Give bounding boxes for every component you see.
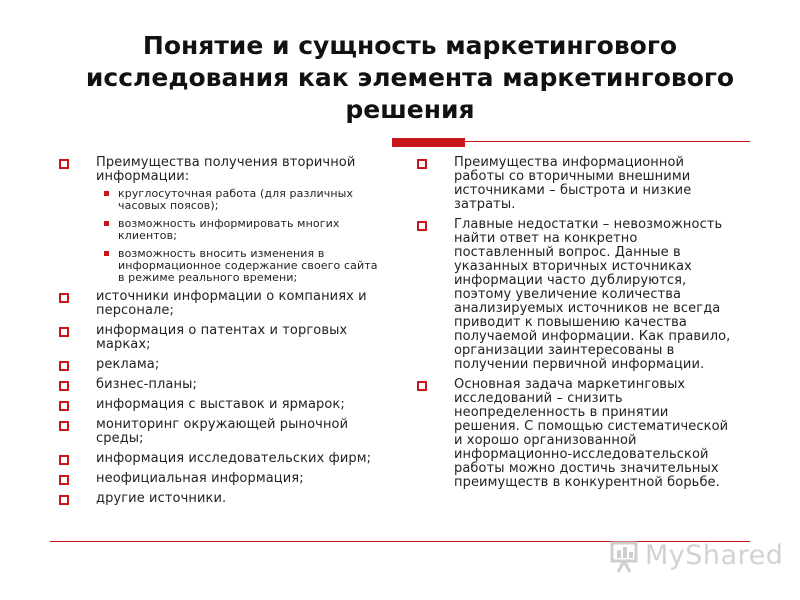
list-item: [56, 452, 386, 466]
list-item-text: источники информации о компаниях и персонале;: [96, 289, 367, 318]
list-item: [414, 218, 736, 372]
square-filled-bullet-icon: [104, 251, 109, 256]
list-item: [56, 156, 386, 284]
list-item: [56, 358, 386, 372]
sublist: [96, 188, 386, 284]
list-item-text: информация с выставок и ярмарок;: [96, 397, 345, 412]
watermark-text: MyShared: [645, 540, 784, 571]
square-outline-bullet-icon: [417, 221, 427, 231]
square-outline-bullet-icon: [59, 401, 69, 411]
list-item-text: реклама;: [96, 357, 160, 372]
square-outline-bullet-icon: [417, 381, 427, 391]
right-column: [414, 156, 736, 496]
sublist-item: [56, 218, 386, 242]
list-item-text: информация исследовательских фирм;: [96, 451, 372, 466]
square-outline-bullet-icon: [59, 293, 69, 303]
list-item-text: неофициальная информация;: [96, 471, 304, 486]
square-filled-bullet-icon: [104, 221, 109, 226]
slide-title: Понятие и сущность маркетингового исследования как элемента маркетингового решения: [85, 31, 735, 124]
square-outline-bullet-icon: [59, 455, 69, 465]
list-item-text: Главные недостатки – невозможность найти ответ на конкретно поставленный вопрос. Данные в указанных вторичных источниках информации часто дублируются, поэтому увеличение количества анализируемых источников не всегда приводит к повышению качества получаемой информации. Как правило, организации заинтересованы в получении первичной информации.: [454, 217, 731, 372]
square-outline-bullet-icon: [59, 327, 69, 337]
list-item: [56, 398, 386, 412]
sublist-item: [56, 248, 386, 284]
list-item-text: Основная задача маркетинговых исследований – снизить неопределенность в принятии решения. С помощью систематической и хорошо организованной информационно-исследовательской работы можно достичь значительных преимуществ в конкурентной борьбе.: [454, 377, 729, 490]
sublist-item: [56, 188, 386, 212]
list-item: [56, 472, 386, 486]
title-accent-bar: [392, 138, 465, 147]
list-item-text: Преимущества информационной работы со вторичными внешними источниками – быстрота и низкие затраты.: [454, 155, 692, 212]
square-outline-bullet-icon: [59, 381, 69, 391]
watermark-logo: [607, 537, 784, 577]
title-divider-line: [465, 141, 750, 142]
list-item: [56, 378, 386, 392]
list-item-text: бизнес-планы;: [96, 377, 197, 392]
sublist-item-text: возможность информировать многих клиентов;: [118, 217, 340, 242]
list-item-text: Преимущества получения вторичной информации:: [96, 155, 356, 184]
square-outline-bullet-icon: [417, 159, 427, 169]
list-item: [56, 290, 386, 318]
left-column: [56, 156, 386, 512]
list-item: [414, 378, 736, 490]
list-item: [56, 324, 386, 352]
list-item: [414, 156, 736, 212]
square-filled-bullet-icon: [104, 191, 109, 196]
list-item-text: информация о патентах и торговых марках;: [96, 323, 348, 352]
square-outline-bullet-icon: [59, 475, 69, 485]
list-item-text: мониторинг окружающей рыночной среды;: [96, 417, 349, 446]
square-outline-bullet-icon: [59, 361, 69, 371]
square-outline-bullet-icon: [59, 495, 69, 505]
sublist-item-text: возможность вносить изменения в информационное содержание своего сайта в режиме реального времени;: [118, 247, 378, 284]
sublist-item-text: круглосуточная работа (для различных часовых поясов);: [118, 187, 354, 212]
list-item: [56, 418, 386, 446]
list-item-text: другие источники.: [96, 491, 227, 506]
square-outline-bullet-icon: [59, 421, 69, 431]
list-item: [56, 492, 386, 506]
square-outline-bullet-icon: [59, 159, 69, 169]
presentation-board-icon: [607, 539, 643, 575]
